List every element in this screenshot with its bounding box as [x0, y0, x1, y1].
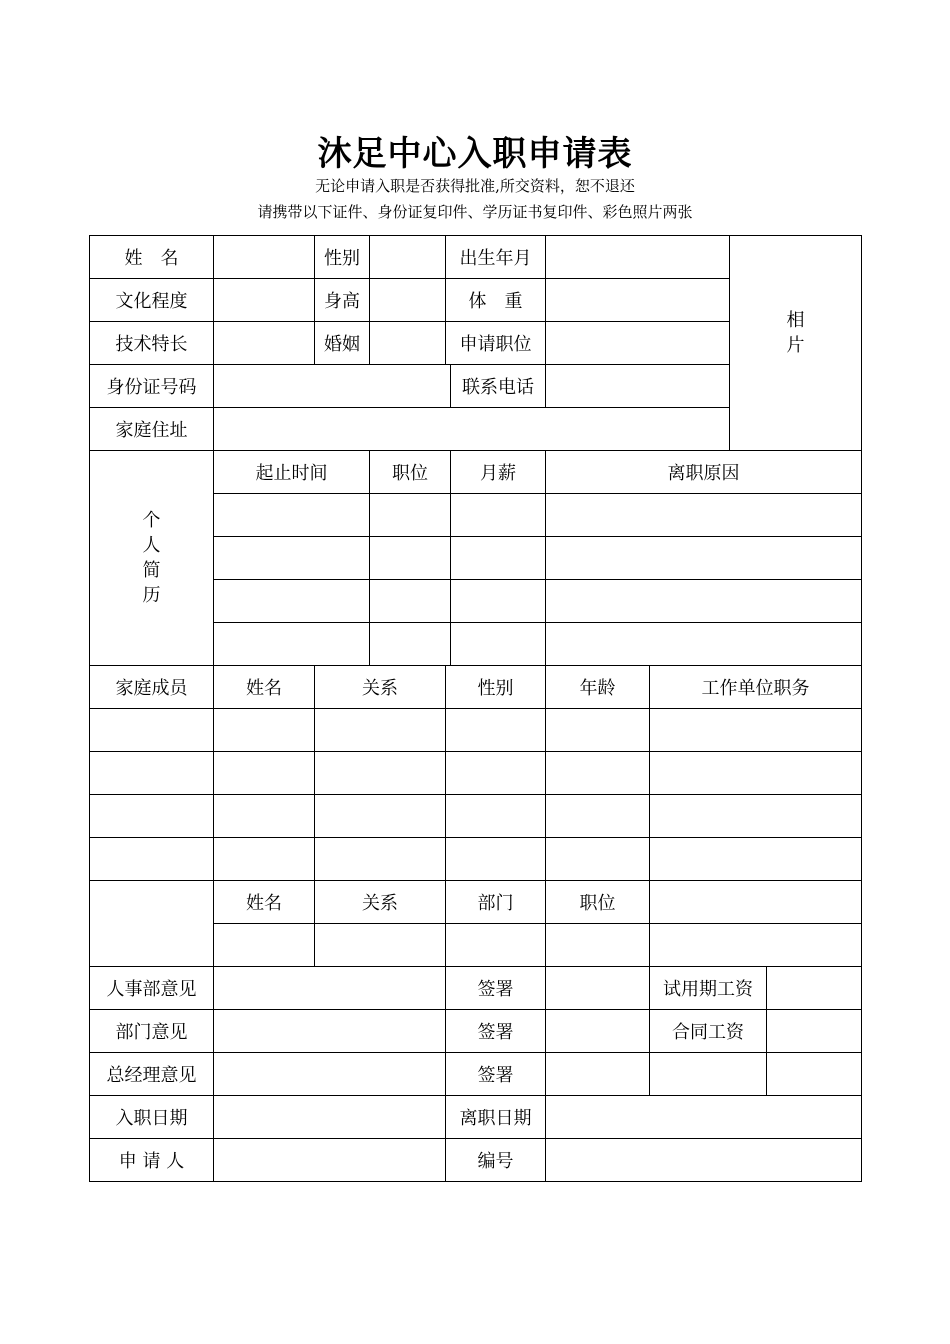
resume-col-reason: 离职原因 [546, 451, 862, 494]
relatives-cell[interactable] [650, 881, 862, 924]
family-cell[interactable] [315, 795, 446, 838]
birth-label: 出生年月 [446, 236, 546, 279]
resume-cell[interactable] [214, 580, 370, 623]
weight-field[interactable] [546, 279, 730, 322]
relatives-cell[interactable] [315, 924, 446, 967]
family-col-age: 年龄 [546, 666, 650, 709]
approval-row-dept [90, 1010, 862, 1053]
resume-cell[interactable] [546, 580, 862, 623]
relatives-col-position: 职位 [546, 881, 650, 924]
resume-cell[interactable] [451, 537, 546, 580]
family-label: 家庭成员 [90, 666, 214, 709]
photo-label-1: 相 [786, 310, 805, 331]
family-cell[interactable] [315, 709, 446, 752]
family-cell[interactable] [315, 838, 446, 881]
resume-label-char: 简 [142, 560, 161, 581]
approval-row-gm [90, 1053, 862, 1096]
hr-opinion-label: 人事部意见 [90, 967, 214, 1010]
contract-salary-field[interactable] [767, 1010, 862, 1053]
resume-cell[interactable] [370, 580, 451, 623]
hr-sign-label: 签署 [446, 967, 546, 1010]
resume-cell[interactable] [546, 537, 862, 580]
applicant-field[interactable] [214, 1139, 446, 1182]
family-cell[interactable] [214, 838, 315, 881]
name-label: 姓 名 [90, 236, 214, 279]
resume-cell[interactable] [546, 623, 862, 666]
relatives-col-department: 部门 [446, 881, 546, 924]
resume-label [90, 451, 214, 666]
resume-cell[interactable] [214, 537, 370, 580]
dept-sign-label: 签署 [446, 1010, 546, 1053]
phone-field[interactable] [546, 365, 730, 408]
family-cell[interactable] [446, 752, 546, 795]
family-header-row [90, 666, 862, 709]
family-cell[interactable] [446, 709, 546, 752]
resume-col-salary: 月薪 [451, 451, 546, 494]
dept-opinion-label: 部门意见 [90, 1010, 214, 1053]
weight-label: 体 重 [446, 279, 546, 322]
education-field[interactable] [214, 279, 315, 322]
resume-cell[interactable] [214, 494, 370, 537]
family-col-gender: 性别 [446, 666, 546, 709]
contract-salary-label: 合同工资 [650, 1010, 767, 1053]
applicant-label: 申 请 人 [90, 1139, 214, 1182]
basic-row-1 [90, 236, 862, 279]
birth-field[interactable] [546, 236, 730, 279]
photo-label-2: 片 [786, 335, 805, 356]
probation-salary-label: 试用期工资 [650, 967, 767, 1010]
resume-header-row [90, 451, 862, 494]
gender-label: 性别 [315, 236, 370, 279]
resume-cell[interactable] [370, 537, 451, 580]
family-row [90, 795, 862, 838]
family-cell[interactable] [214, 795, 315, 838]
dept-sign-field[interactable] [546, 1010, 650, 1053]
leave-date-field[interactable] [546, 1096, 862, 1139]
marriage-field[interactable] [370, 322, 446, 365]
family-row [90, 838, 862, 881]
relatives-cell[interactable] [650, 924, 862, 967]
family-cell[interactable] [315, 752, 446, 795]
resume-cell[interactable] [370, 623, 451, 666]
skills-label: 技术特长 [90, 322, 214, 365]
gm-sign-field[interactable] [546, 1053, 650, 1096]
hr-sign-field[interactable] [546, 967, 650, 1010]
blank-cell[interactable] [650, 1053, 767, 1096]
entry-date-label: 入职日期 [90, 1096, 214, 1139]
family-cell[interactable] [90, 838, 214, 881]
resume-label-char: 个 [142, 510, 161, 531]
resume-cell[interactable] [451, 580, 546, 623]
application-form-table [89, 235, 862, 1182]
resume-cell[interactable] [370, 494, 451, 537]
position-applied-field[interactable] [546, 322, 730, 365]
dept-opinion-field[interactable] [214, 1010, 446, 1053]
family-cell[interactable] [90, 752, 214, 795]
resume-cell[interactable] [451, 494, 546, 537]
height-label: 身高 [315, 279, 370, 322]
gm-sign-label: 签署 [446, 1053, 546, 1096]
family-cell[interactable] [650, 752, 862, 795]
family-cell[interactable] [546, 795, 650, 838]
family-cell[interactable] [214, 709, 315, 752]
family-cell[interactable] [214, 752, 315, 795]
resume-col-period: 起止时间 [214, 451, 370, 494]
relatives-header-row [90, 881, 862, 924]
family-cell[interactable] [446, 795, 546, 838]
gm-opinion-label: 总经理意见 [90, 1053, 214, 1096]
resume-label-char: 人 [142, 535, 161, 556]
leave-date-label: 离职日期 [446, 1096, 546, 1139]
approval-row-hr [90, 967, 862, 1010]
relatives-col-name: 姓名 [214, 881, 315, 924]
relatives-cell[interactable] [214, 924, 315, 967]
position-applied-label: 申请职位 [446, 322, 546, 365]
family-cell[interactable] [90, 709, 214, 752]
name-field[interactable] [214, 236, 315, 279]
relatives-label[interactable] [90, 881, 214, 967]
family-col-employer: 工作单位职务 [650, 666, 862, 709]
family-cell[interactable] [650, 838, 862, 881]
blank-cell[interactable] [767, 1053, 862, 1096]
entry-date-field[interactable] [214, 1096, 446, 1139]
id-number-label: 身份证号码 [90, 365, 214, 408]
education-label: 文化程度 [90, 279, 214, 322]
photo-box[interactable] [730, 236, 862, 451]
relatives-cell[interactable] [446, 924, 546, 967]
applicant-row [90, 1139, 862, 1182]
skills-field[interactable] [214, 322, 315, 365]
id-number-field[interactable] [214, 365, 451, 408]
subtitle-notice: 无论申请入职是否获得批准,所交资料，恕不退还 [315, 177, 635, 195]
address-field[interactable] [214, 408, 730, 451]
resume-cell[interactable] [546, 494, 862, 537]
family-row [90, 752, 862, 795]
family-cell[interactable] [546, 752, 650, 795]
family-cell[interactable] [90, 795, 214, 838]
family-cell[interactable] [650, 709, 862, 752]
dates-row [90, 1096, 862, 1139]
family-col-name: 姓名 [214, 666, 315, 709]
family-cell[interactable] [546, 709, 650, 752]
page-title: 沐足中心入职申请表 [317, 134, 633, 174]
probation-salary-field[interactable] [767, 967, 862, 1010]
height-field[interactable] [370, 279, 446, 322]
hr-opinion-field[interactable] [214, 967, 446, 1010]
resume-cell[interactable] [214, 623, 370, 666]
family-cell[interactable] [546, 838, 650, 881]
subtitle-documents: 请携带以下证件、身份证复印件、学历证书复印件、彩色照片两张 [257, 203, 693, 221]
family-cell[interactable] [650, 795, 862, 838]
family-col-relation: 关系 [315, 666, 446, 709]
marriage-label: 婚姻 [315, 322, 370, 365]
serial-no-label: 编号 [446, 1139, 546, 1182]
phone-label: 联系电话 [451, 365, 546, 408]
resume-col-position: 职位 [370, 451, 451, 494]
family-cell[interactable] [446, 838, 546, 881]
address-label: 家庭住址 [90, 408, 214, 451]
relatives-cell[interactable] [546, 924, 650, 967]
resume-label-char: 历 [142, 585, 161, 606]
serial-no-field[interactable] [546, 1139, 862, 1182]
relatives-col-relation: 关系 [315, 881, 446, 924]
gm-opinion-field[interactable] [214, 1053, 446, 1096]
gender-field[interactable] [370, 236, 446, 279]
family-row [90, 709, 862, 752]
resume-cell[interactable] [451, 623, 546, 666]
